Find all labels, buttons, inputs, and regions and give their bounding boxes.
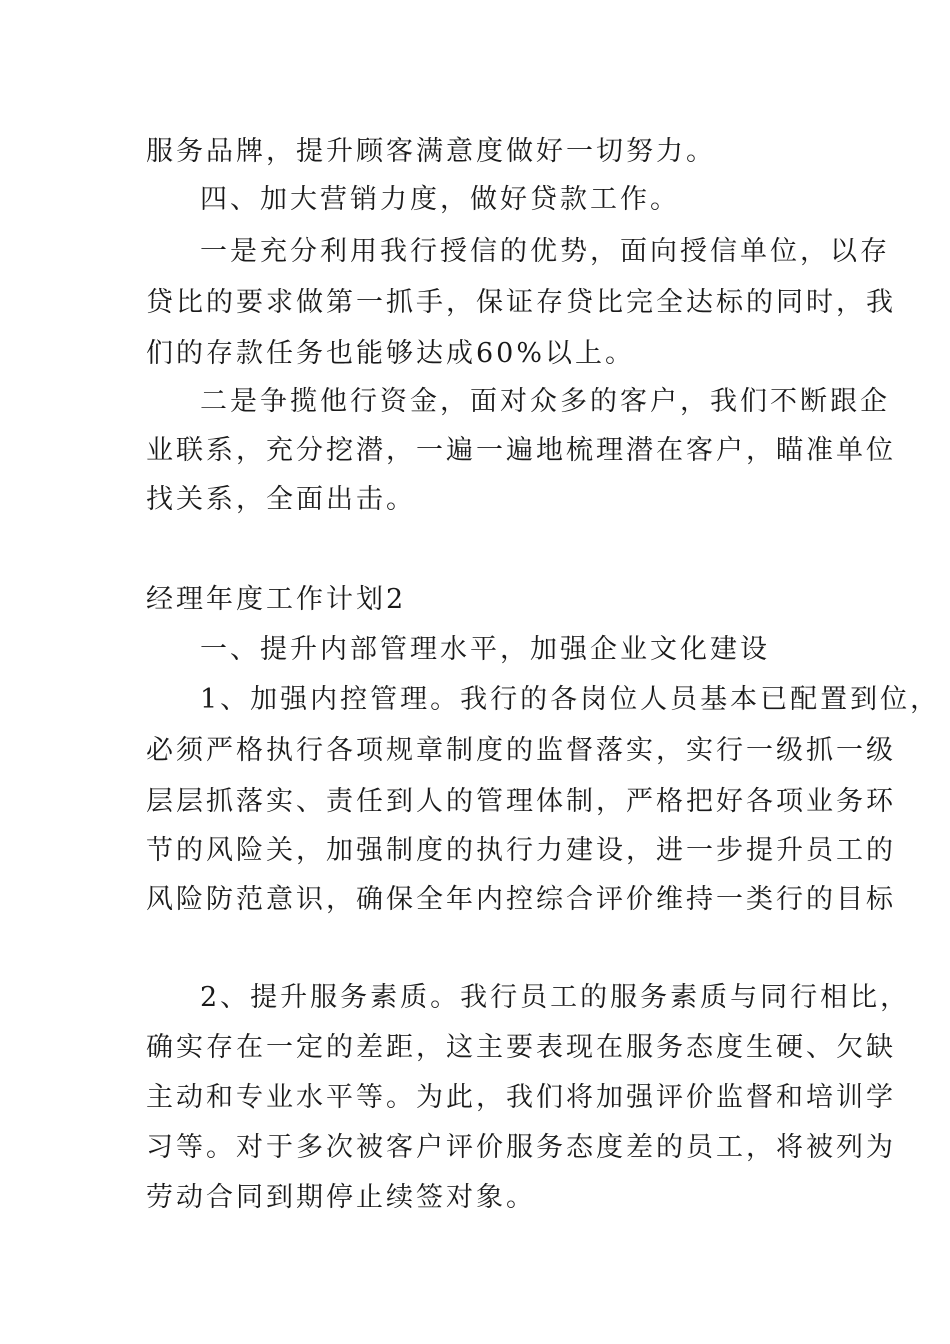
paragraph-line: 找关系，全面出击。	[146, 484, 416, 515]
section-heading: 四、加大营销力度，做好贷款工作。	[200, 184, 680, 215]
paragraph-line: 们的存款任务也能够达成60%以上。	[146, 338, 636, 369]
paragraph-line: 劳动合同到期停止续签对象。	[146, 1182, 536, 1213]
section-heading: 一、提升内部管理水平，加强企业文化建设	[200, 634, 770, 665]
document-title: 经理年度工作计划2	[146, 584, 407, 615]
paragraph-line: 1、加强内控管理。我行的各岗位人员基本已配置到位，	[200, 684, 941, 715]
paragraph-line: 必须严格执行各项规章制度的监督落实，实行一级抓一级	[146, 735, 896, 766]
paragraph-line: 一是充分利用我行授信的优势，面向授信单位，以存	[200, 236, 890, 267]
paragraph-line: 主动和专业水平等。为此，我们将加强评价监督和培训学	[146, 1082, 896, 1113]
paragraph-line: 节的风险关，加强制度的执行力建设，进一步提升员工的	[146, 835, 896, 866]
paragraph-line: 业联系，充分挖潜，一遍一遍地梳理潜在客户，瞄准单位	[146, 435, 896, 466]
paragraph-line: 层层抓落实、责任到人的管理体制，严格把好各项业务环	[146, 786, 896, 817]
paragraph-line: 确实存在一定的差距，这主要表现在服务态度生硬、欠缺	[146, 1032, 896, 1063]
paragraph-line: 习等。对于多次被客户评价服务态度差的员工，将被列为	[146, 1132, 896, 1163]
paragraph-line: 风险防范意识，确保全年内控综合评价维持一类行的目标	[146, 884, 896, 915]
paragraph-line: 二是争揽他行资金，面对众多的客户，我们不断跟企	[200, 386, 890, 417]
paragraph-line: 2、提升服务素质。我行员工的服务素质与同行相比，	[200, 982, 911, 1013]
paragraph-line: 贷比的要求做第一抓手，保证存贷比完全达标的同时，我	[146, 287, 896, 318]
paragraph-line: 服务品牌，提升顾客满意度做好一切努力。	[146, 136, 716, 167]
